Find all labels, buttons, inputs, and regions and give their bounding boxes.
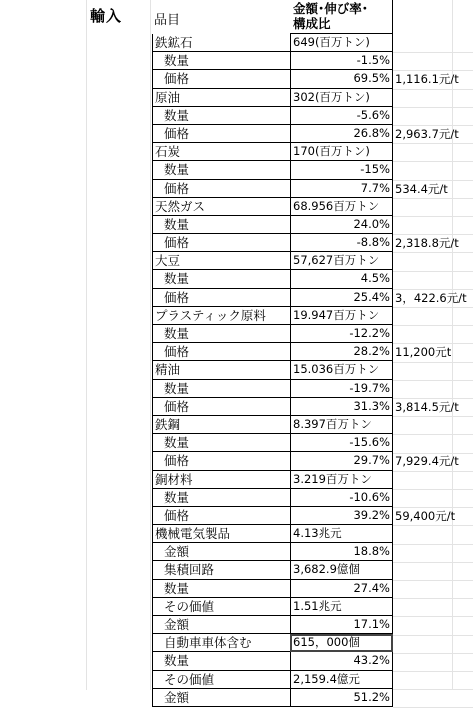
item-cell[interactable]: 金額 (152, 616, 290, 634)
item-cell[interactable]: 価格 (152, 234, 290, 252)
header-value-line1: 金額･伸び率･ (293, 1, 369, 16)
grid-line (393, 507, 473, 508)
value-cell[interactable]: -10.6% (290, 489, 393, 507)
value-cell[interactable]: -1.5% (290, 52, 393, 70)
grid-line (393, 398, 473, 399)
unit-price-cell[interactable] (395, 380, 473, 398)
unit-price-cell[interactable]: 3,814.5元/t (395, 399, 459, 414)
unit-price-cell[interactable]: 59,400元/t (395, 508, 456, 523)
unit-price-cell[interactable] (395, 471, 473, 489)
table-row (0, 216, 473, 234)
table-row (0, 34, 473, 52)
value-cell[interactable]: 57,627百万トン (290, 252, 393, 270)
unit-price-cell[interactable] (395, 325, 473, 343)
unit-price-cell[interactable]: 1,116.1元/t (395, 72, 459, 87)
table-row (0, 161, 473, 179)
table-row (0, 561, 473, 579)
header-value (290, 0, 393, 34)
unit-price-cell[interactable] (395, 107, 473, 125)
grid-line (393, 70, 473, 71)
value-cell[interactable]: 17.1% (290, 616, 393, 634)
table-row (0, 198, 473, 216)
table-row (0, 598, 473, 616)
unit-price-cell[interactable] (395, 270, 473, 288)
table-row (0, 234, 473, 252)
unit-price-cell[interactable]: 3，422.6元/t (395, 290, 467, 305)
item-cell[interactable]: 原油 (152, 89, 290, 107)
table-row (0, 434, 473, 452)
value-cell[interactable]: 3.219百万トン (290, 471, 393, 489)
grid-line (393, 580, 473, 581)
item-cell[interactable]: 数量 (152, 216, 290, 234)
table-row (0, 416, 473, 434)
value-cell[interactable]: 4.5% (290, 270, 393, 288)
item-cell[interactable]: 数量 (152, 52, 290, 70)
unit-price-cell[interactable] (395, 525, 473, 543)
value-cell[interactable]: 18.8% (290, 543, 393, 561)
value-cell[interactable]: 8.397百万トン (290, 416, 393, 434)
unit-price-cell[interactable] (395, 161, 473, 179)
unit-price-cell[interactable]: 2,963.7元/t (395, 126, 459, 141)
grid-line (393, 180, 473, 181)
value-cell[interactable]: -19.7% (290, 380, 393, 398)
item-cell[interactable]: 価格 (152, 507, 290, 525)
value-cell[interactable]: 29.7% (290, 452, 393, 470)
value-cell[interactable]: 649(百万トン) (290, 34, 393, 52)
value-cell[interactable]: 3,682.9億個 (290, 561, 393, 579)
item-cell[interactable]: 価格 (152, 343, 290, 361)
table-row (0, 452, 473, 470)
grid-line (393, 216, 473, 217)
grid-line (393, 671, 473, 672)
unit-price-cell[interactable] (395, 252, 473, 270)
grid-line (393, 325, 473, 326)
item-cell[interactable]: 天然ガス (152, 198, 290, 216)
grid-line (393, 653, 473, 654)
value-cell[interactable]: 51.2% (290, 689, 393, 707)
unit-price-cell[interactable] (395, 561, 473, 579)
grid-line (393, 471, 473, 472)
item-cell[interactable]: 石炭 (152, 143, 290, 161)
unit-price-cell[interactable]: 2,318.8元/t (395, 236, 459, 251)
grid-line (393, 271, 473, 272)
grid-line (393, 525, 473, 526)
table-row (0, 89, 473, 107)
table-row (0, 380, 473, 398)
value-cell[interactable]: 7.7% (290, 180, 393, 198)
value-cell[interactable]: -8.8% (290, 234, 393, 252)
value-cell[interactable]: 302(百万トン) (290, 89, 393, 107)
item-cell[interactable]: 数量 (152, 107, 290, 125)
item-cell[interactable]: 数量 (152, 652, 290, 670)
table-row (0, 507, 473, 525)
value-cell[interactable]: -12.2% (290, 325, 393, 343)
table-row (0, 70, 473, 88)
grid-line (393, 380, 473, 381)
unit-price-cell[interactable] (395, 543, 473, 561)
item-cell[interactable]: 数量 (152, 325, 290, 343)
value-cell[interactable]: 25.4% (290, 289, 393, 307)
unit-price-cell[interactable]: 11,200元t (395, 345, 452, 360)
table-body (0, 34, 473, 707)
grid-line (393, 489, 473, 490)
unit-price-cell[interactable] (395, 89, 473, 107)
table-row (0, 689, 473, 707)
grid-line (393, 616, 473, 617)
value-cell[interactable]: 69.5% (290, 70, 393, 88)
grid-line (393, 544, 473, 545)
grid-line (393, 161, 473, 162)
item-cell[interactable]: 価格 (152, 398, 290, 416)
item-cell[interactable]: 価格 (152, 70, 290, 88)
value-cell[interactable]: 68.956百万トン (290, 198, 393, 216)
table-row (0, 616, 473, 634)
value-cell[interactable]: 43.2% (290, 652, 393, 670)
item-cell[interactable]: その価値 (152, 671, 290, 689)
grid-line (393, 198, 473, 199)
item-cell[interactable]: 銅材料 (152, 471, 290, 489)
table-row (0, 361, 473, 379)
table-row (0, 634, 473, 652)
grid-line (393, 434, 473, 435)
table-row (0, 289, 473, 307)
item-cell[interactable]: 価格 (152, 125, 290, 143)
unit-price-cell[interactable] (395, 616, 473, 634)
table-row (0, 543, 473, 561)
value-cell[interactable]: 27.4% (290, 580, 393, 598)
value-cell[interactable]: 26.8% (290, 125, 393, 143)
unit-price-cell[interactable]: 7,929.4元/t (395, 454, 459, 469)
table-row (0, 489, 473, 507)
unit-price-cell[interactable] (395, 652, 473, 670)
unit-price-cell[interactable] (395, 689, 473, 707)
table-row (0, 325, 473, 343)
unit-price-cell[interactable] (395, 361, 473, 379)
unit-price-cell[interactable] (395, 580, 473, 598)
table-row (0, 52, 473, 70)
grid-line (393, 562, 473, 563)
grid-line (393, 252, 473, 253)
grid-line (393, 416, 473, 417)
value-cell[interactable]: -5.6% (290, 107, 393, 125)
selected-value-cell[interactable]: 615，000個 (290, 634, 393, 652)
grid-line (393, 89, 473, 90)
item-cell[interactable]: 数量 (152, 434, 290, 452)
header-value-line2: 構成比 (293, 16, 331, 31)
grid-line (393, 598, 473, 599)
table-row (0, 270, 473, 288)
table-row (0, 343, 473, 361)
value-cell[interactable]: -15.6% (290, 434, 393, 452)
table-row (0, 580, 473, 598)
table-row (0, 471, 473, 489)
value-cell[interactable]: 31.3% (290, 398, 393, 416)
item-cell[interactable]: 数量 (152, 270, 290, 288)
unit-price-cell[interactable] (395, 671, 473, 689)
table-row (0, 107, 473, 125)
header-item: 品目 (154, 13, 181, 28)
table-row (0, 652, 473, 670)
value-cell[interactable]: 15.036百万トン (290, 361, 393, 379)
item-cell[interactable]: 金額 (152, 543, 290, 561)
unit-price-cell[interactable] (395, 598, 473, 616)
item-cell[interactable]: 鉄鋼 (152, 416, 290, 434)
item-cell[interactable]: 大豆 (152, 252, 290, 270)
grid-line (393, 234, 473, 235)
table-row (0, 125, 473, 143)
table-row (0, 180, 473, 198)
grid-line (393, 125, 473, 126)
unit-price-cell[interactable] (395, 634, 473, 652)
unit-price-cell[interactable] (395, 307, 473, 325)
unit-price-cell[interactable] (395, 34, 473, 52)
grid-line (393, 289, 473, 290)
table-row (0, 252, 473, 270)
unit-price-cell[interactable] (395, 198, 473, 216)
grid-line (393, 107, 473, 108)
item-cell[interactable]: 数量 (152, 580, 290, 598)
grid-line (393, 343, 473, 344)
item-cell[interactable]: 価格 (152, 452, 290, 470)
value-cell[interactable]: 39.2% (290, 507, 393, 525)
table-row (0, 307, 473, 325)
unit-price-cell[interactable] (395, 143, 473, 161)
unit-price-cell[interactable] (395, 416, 473, 434)
grid-line (393, 362, 473, 363)
value-cell[interactable]: 2,159.4億元 (290, 671, 393, 689)
item-cell[interactable]: 自動車車体含む (152, 634, 290, 652)
value-cell[interactable]: 170(百万トン) (290, 143, 393, 161)
grid-line (393, 143, 473, 144)
grid-line (393, 307, 473, 308)
unit-price-cell[interactable] (395, 216, 473, 234)
table-row (0, 398, 473, 416)
unit-price-cell[interactable] (395, 52, 473, 70)
item-cell[interactable]: 機械電気製品 (152, 525, 290, 543)
item-cell[interactable]: 数量 (152, 380, 290, 398)
item-cell[interactable]: 精油 (152, 361, 290, 379)
grid-line (393, 635, 473, 636)
table-row (0, 671, 473, 689)
grid-line (393, 52, 473, 53)
item-cell[interactable]: 価格 (152, 180, 290, 198)
grid-line (393, 453, 473, 454)
item-cell[interactable]: 数量 (152, 489, 290, 507)
item-cell[interactable]: 数量 (152, 161, 290, 179)
table-row (0, 525, 473, 543)
unit-price-cell[interactable] (395, 489, 473, 507)
sheet-title: 輸入 (90, 7, 123, 25)
value-cell[interactable]: -15% (290, 161, 393, 179)
item-cell[interactable]: プラスティック原料 (152, 307, 290, 325)
unit-price-cell[interactable]: 534.4元/t (395, 181, 448, 196)
item-cell[interactable]: 価格 (152, 289, 290, 307)
item-cell[interactable]: 金額 (152, 689, 290, 707)
item-cell[interactable]: 鉄鉱石 (152, 34, 290, 52)
table-row (0, 143, 473, 161)
value-cell[interactable]: 28.2% (290, 343, 393, 361)
unit-price-cell[interactable] (395, 434, 473, 452)
value-cell[interactable]: 19.947百万トン (290, 307, 393, 325)
item-cell[interactable]: その価値 (152, 598, 290, 616)
value-cell[interactable]: 1.51兆元 (290, 598, 393, 616)
value-cell[interactable]: 24.0% (290, 216, 393, 234)
item-cell[interactable]: 集積回路 (152, 561, 290, 579)
value-cell[interactable]: 4.13兆元 (290, 525, 393, 543)
